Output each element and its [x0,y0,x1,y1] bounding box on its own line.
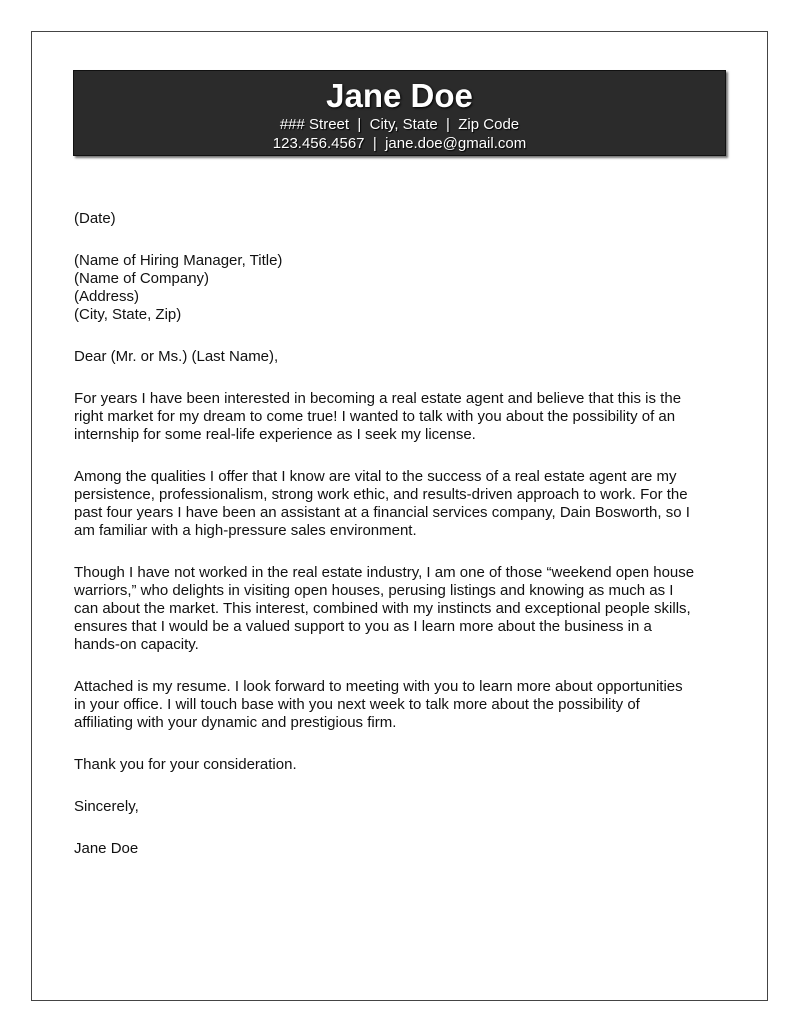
paragraph-line: persistence, professionalism, strong work ethic, and results-driven approach to work. For the [74,486,688,503]
date: (Date) [74,210,116,227]
paragraph-line: affiliating with your dynamic and prestigious firm. [74,714,397,731]
paragraph-line: ensures that I would be a valued support to you as I learn more about the business in a [74,618,652,635]
closing-block [74,798,724,816]
recipient-name: (Name of Hiring Manager, Title) [74,252,283,269]
paragraph-line: in your office. I will touch base with you next week to talk more about the possibility of [74,696,640,713]
thanks-line: Thank you for your consideration. [74,756,297,773]
salutation: Dear (Mr. or Ms.) (Last Name), [74,348,279,365]
paragraph-line: Attached is my resume. I look forward to meeting with you to learn more about opportunities [74,678,683,695]
paragraph-line: Among the qualities I offer that I know are vital to the success of a real estate agent are my [74,468,677,485]
paragraph-line: right market for my dream to come true! I wanted to talk with you about the possibility of an [74,408,676,425]
signature: Jane Doe [74,840,139,857]
paragraph-line: warriors,” who delights in visiting open houses, perusing listings and knowing as much as I [74,582,674,599]
paragraph-3 [74,564,724,654]
paragraph-4 [74,678,724,732]
paragraph-line: Though I have not worked in the real estate industry, I am one of those “weekend open house [74,564,695,581]
recipient-city: (City, State, Zip) [74,306,182,323]
letter-body [74,210,724,882]
thanks-block [74,756,724,774]
salutation-block [74,348,724,366]
paragraph-line: am familiar with a high-pressure sales environment. [74,522,417,539]
letterhead [73,70,726,156]
signature-block [74,840,724,858]
recipient-address: (Address) [74,288,140,305]
paragraph-line: past four years I have been an assistant at a financial services company, Dain Bosworth, so I [74,504,690,521]
sender-address: ### Street | City, State | Zip Code [279,116,520,133]
closing: Sincerely, [74,798,139,815]
paragraph-line: internship for some real-life experience as I seek my license. [74,426,476,443]
recipient-company: (Name of Company) [74,270,210,287]
sender-contact: 123.456.4567 | jane.doe@gmail.com [272,135,527,152]
sender-name: Jane Doe [326,77,473,114]
recipient-block [74,252,724,324]
paragraph-1 [74,390,724,444]
date-block [74,210,724,228]
paragraph-line: hands-on capacity. [74,636,199,653]
paragraph-line: For years I have been interested in becoming a real estate agent and believe that this is the [74,390,682,407]
paragraph-2 [74,468,724,540]
paragraph-line: can about the market. This interest, combined with my instincts and exceptional people skills, [74,600,691,617]
